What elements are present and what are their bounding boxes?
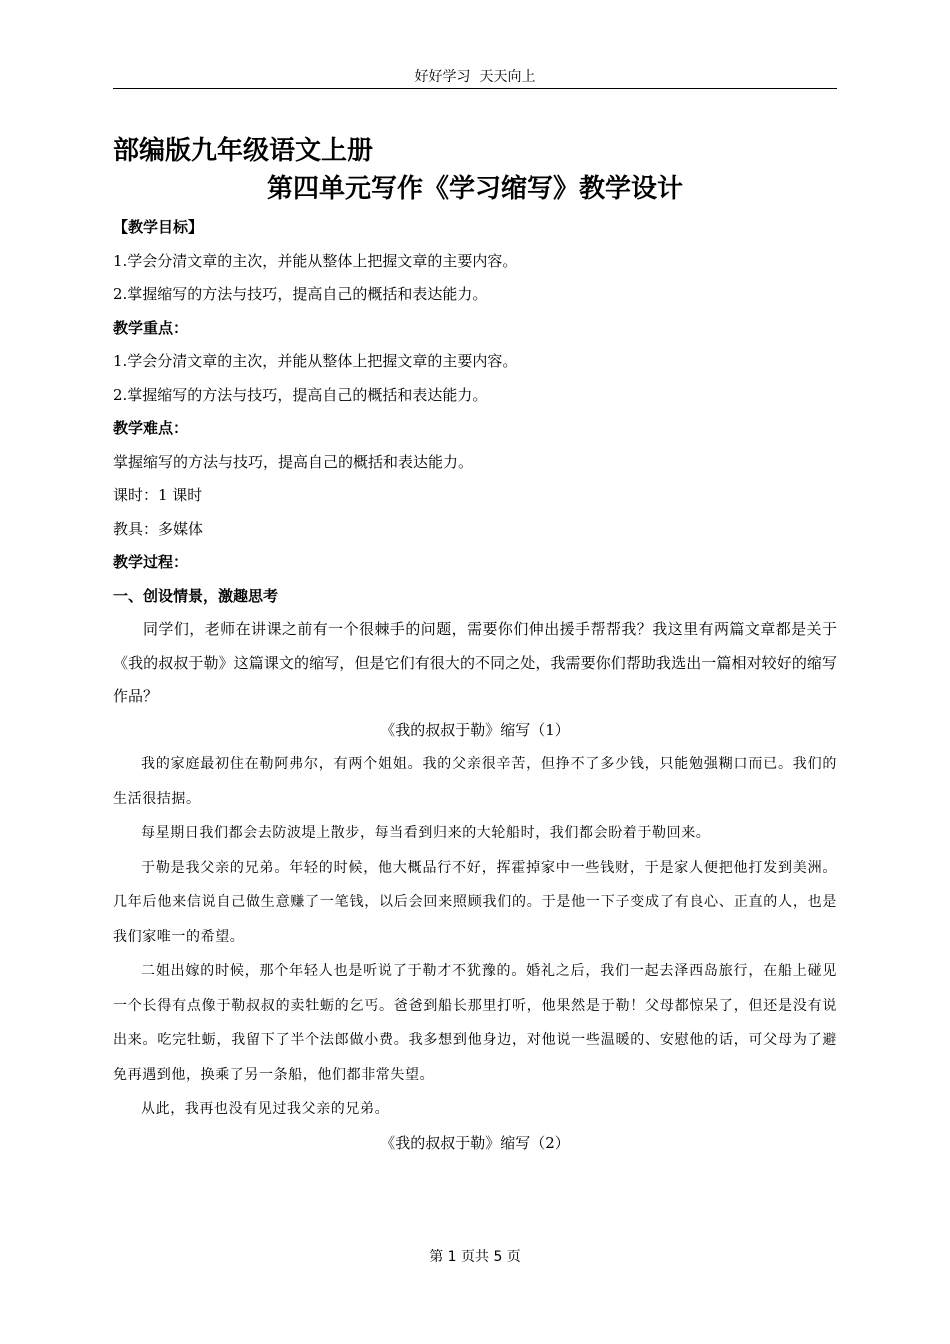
page-header: 好好学习 天天向上 [414,69,536,85]
key-point-item-2: 2.掌握缩写的方法与技巧，提高自己的概括和表达能力。 [113,385,488,404]
difficulty-heading: 教学难点： [113,419,189,437]
goal-item-2: 2.掌握缩写的方法与技巧，提高自己的概括和表达能力。 [113,285,488,303]
key-point-item-1: 1.学会分清文章的主次，并能从整体上把握文章的主要内容。 [113,352,518,370]
key-points-heading: 教学重点： [113,318,189,337]
sample1-paragraph-2: 每星期日我们都会去防波堤上散步，每当看到归来的大轮船时，我们都会盼着于勒回来。 [141,825,711,841]
sample1-paragraph-1: 我的家庭最初住在勒阿弗尔，有两个姐姐。我的父亲很辛苦，但挣不了多少钱，只能勉强糊口而已。我们的生活很拮据。 [113,756,837,807]
lesson-time: 课时：1 课时 [113,486,203,504]
page-footer: 第 1 页共 5 页 [429,1249,521,1265]
teaching-tools: 教具：多媒体 [113,519,204,538]
goals-heading: 【教学目标】 [113,218,204,236]
goal-item-1: 1.学会分清文章的主次，并能从整体上把握文章的主要内容。 [113,251,518,270]
section1-heading: 一、创设情景，激趣思考 [113,586,279,605]
sample1-paragraph-3: 于勒是我父亲的兄弟。年轻的时候，他大概品行不好，挥霍掉家中一些钱财，于是家人便把他打发到美洲。几年后他来信说自己做生意赚了一笔钱，以后会回来照顾我们的。于是他一下子变成了有良心、正直的人，也是我们家唯一的希望。 [113,859,837,945]
sample1-title: 《我的叔叔于勒》缩写（1） [380,720,570,739]
sample1-paragraph-5: 从此，我再也没有见过我父亲的兄弟。 [141,1101,390,1117]
sample2-title: 《我的叔叔于勒》缩写（2） [380,1133,570,1152]
doc-title-line1: 部编版九年级语文上册 [113,136,374,166]
intro-paragraph: 同学们，老师在讲课之前有一个很棘手的问题，需要你们伸出援手帮帮我？我这里有两篇文章都是关于《我的叔叔于勒》这篇课文的缩写，但是它们有很大的不同之处，我需要你们帮助我选出一篇相对较好的缩写作品？ [113,620,837,705]
doc-title-line2: 第四单元写作《学习缩写》教学设计 [266,174,683,204]
difficulty-text: 掌握缩写的方法与技巧，提高自己的概括和表达能力。 [113,452,474,471]
process-heading: 教学过程： [113,553,189,571]
document-body [113,133,837,1160]
header-rule [113,88,837,89]
sample1-paragraph-4: 二姐出嫁的时候，那个年轻人也是听说了于勒才不犹豫的。婚礼之后，我们一起去泽西岛旅行，在船上碰见一个长得有点像于勒叔叔的卖牡蛎的乞丐。爸爸到船长那里打听，他果然是于勒！父母都惊呆了，但还是没有说出来。吃完牡蛎，我留下了半个法郎做小费。我多想到他身边，对他说一些温暖的、安慰他的话，可父母为了避免再遇到他，换乘了另一条船，他们都非常失望。 [113,963,837,1083]
